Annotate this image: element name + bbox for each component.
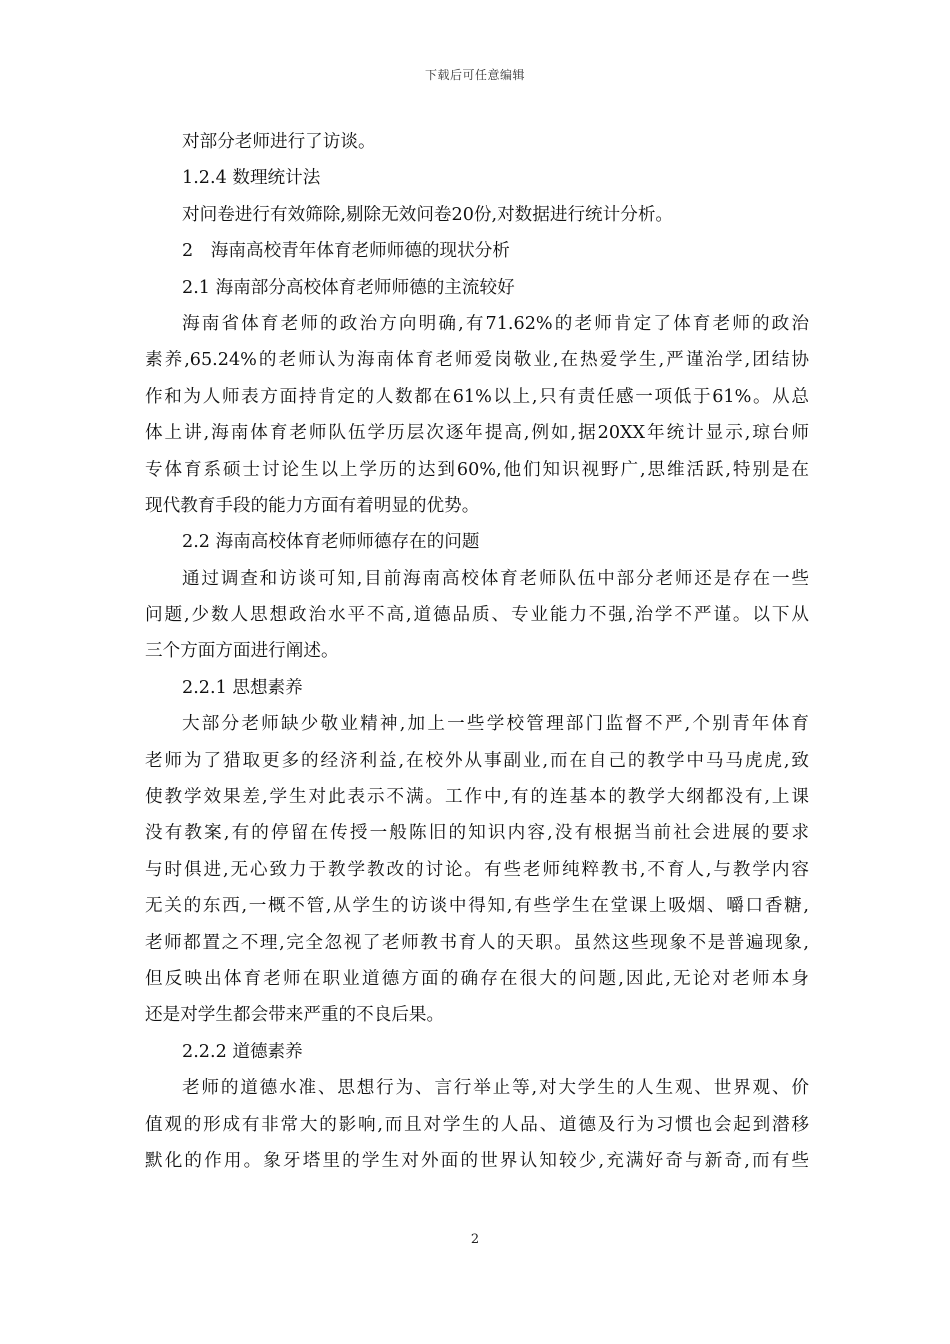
- paragraph-line: 默化的作用。象牙塔里的学生对外面的世界认知较少,充满好奇与新奇,而有些: [145, 1150, 809, 1171]
- page-number: 2: [470, 1232, 480, 1247]
- paragraph-line: 大部分老师缺少敬业精神,加上一些学校管理部门监督不严,个别青年体育: [182, 714, 809, 735]
- section-heading: 2 海南高校青年体育老师师德的现状分析: [182, 241, 510, 262]
- subsection-heading: 2.2 海南高校体育老师师德存在的问题: [182, 532, 480, 553]
- paragraph-line: 老师的道德水准、思想行为、言行举止等,对大学生的人生观、世界观、价: [182, 1078, 809, 1099]
- paragraph-line: 还是对学生都会带来严重的不良后果。: [145, 1005, 445, 1026]
- subsection-heading: 1.2.4 数理统计法: [182, 168, 321, 189]
- paragraph-line: 与时俱进,无心致力于教学教改的讨论。有些老师纯粹教书,不育人,与教学内容: [145, 859, 809, 880]
- paragraph-line: 无关的东西,一概不管,从学生的访谈中得知,有些学生在堂课上吸烟、嚼口香糖,: [145, 896, 809, 917]
- paragraph-line: 专体育系硕士讨论生以上学历的达到60%,他们知识视野广,思维活跃,特别是在: [145, 459, 809, 480]
- subsection-heading: 2.2.1 思想素养: [182, 677, 303, 698]
- paragraph-line: 作和为人师表方面持肯定的人数都在61%以上,只有责任感一项低于61%。从总: [145, 386, 809, 407]
- paragraph-line: 值观的形成有非常大的影响,而且对学生的人品、道德及行为习惯也会起到潜移: [145, 1114, 809, 1135]
- paragraph-line: 老师为了猎取更多的经济利益,在校外从事副业,而在自己的教学中马马虎虎,致: [145, 750, 809, 771]
- paragraph-line: 对问卷进行有效筛除,剔除无效问卷20份,对数据进行统计分析。: [182, 204, 674, 225]
- paragraph-line: 现代教育手段的能力方面有着明显的优势。: [145, 495, 480, 516]
- paragraph-line: 三个方面方面进行阐述。: [145, 641, 339, 662]
- paragraph-line: 问题,少数人思想政治水平不高,道德品质、专业能力不强,治学不严谨。以下从: [145, 605, 809, 626]
- paragraph-line: 通过调查和访谈可知,目前海南高校体育老师队伍中部分老师还是存在一些: [182, 568, 809, 589]
- paragraph-line: 使教学效果差,学生对此表示不满。工作中,有的连基本的教学大纲都没有,上课: [145, 787, 809, 808]
- document-body: [145, 124, 809, 1179]
- paragraph-continuation: 对部分老师进行了访谈。: [182, 132, 376, 152]
- paragraph-line: 没有教案,有的停留在传授一般陈旧的知识内容,没有根据当前社会进展的要求: [145, 823, 809, 844]
- paragraph-line: 素养,65.24%的老师认为海南体育老师爱岗敬业,在热爱学生,严谨治学,团结协: [145, 350, 809, 371]
- page-header: 下载后可任意编辑: [424, 68, 525, 82]
- paragraph-line: 老师都置之不理,完全忽视了老师教书育人的天职。虽然这些现象不是普遍现象,: [145, 932, 809, 953]
- subsection-heading: 2.1 海南部分高校体育老师师德的主流较好: [182, 277, 515, 298]
- paragraph-line: 体上讲,海南体育老师队伍学历层次逐年提高,例如,据20XX年统计显示,琼台师: [145, 423, 809, 444]
- paragraph-line: 海南省体育老师的政治方向明确,有71.62%的老师肯定了体育老师的政治: [182, 313, 809, 334]
- subsection-heading: 2.2.2 道德素养: [182, 1041, 303, 1062]
- paragraph-line: 但反映出体育老师在职业道德方面的确存在很大的问题,因此,无论对老师本身: [145, 968, 809, 989]
